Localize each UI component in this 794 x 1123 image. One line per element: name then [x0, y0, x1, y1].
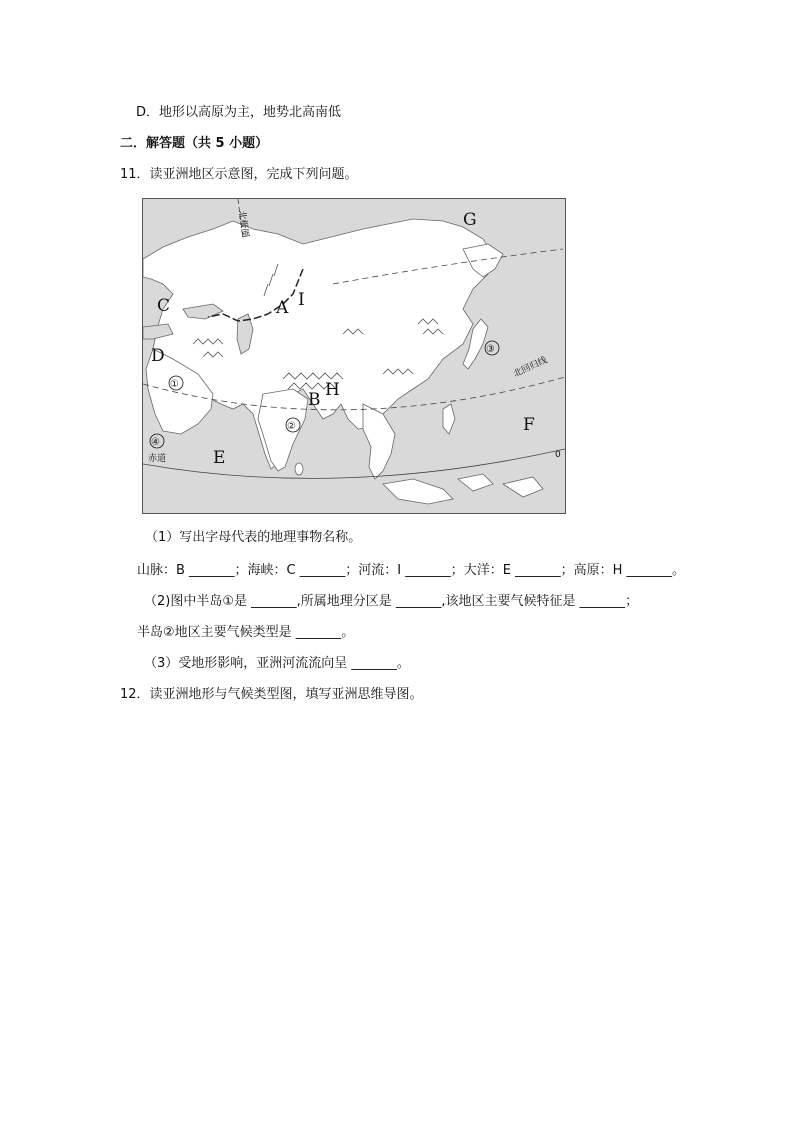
- question-12-stem: 12．读亚洲地形与气候类型图，填写亚洲思维导图。: [120, 687, 423, 702]
- label-G: G: [463, 210, 477, 230]
- label-D: D: [151, 346, 165, 366]
- label-B: B: [308, 390, 321, 410]
- label-circle-2: ②: [287, 421, 296, 432]
- asia-map: [142, 198, 566, 514]
- question-11-stem: 11．读亚洲地区示意图，完成下列问题。: [120, 167, 358, 182]
- label-circle-3: ③: [486, 344, 495, 355]
- part-3-line: （3）受地形影响，亚洲河流流向呈 _______。: [144, 656, 410, 671]
- part-2-line-1: （2)图中半岛①是 _______,所属地理分区是 _______,该地区主要气候特征是 _______；: [144, 594, 639, 609]
- philippines: [443, 404, 455, 434]
- label-F: F: [523, 415, 535, 435]
- indochina: [363, 404, 395, 479]
- asia-landmass: [143, 219, 493, 469]
- indian-peninsula: [258, 389, 308, 471]
- label-H: H: [325, 380, 340, 400]
- part-1-answers: 山脉：B _______；海峡：C _______；河流：I _______；大洋：E _______；高原：H _______。: [137, 563, 685, 578]
- section-title: 二．解答题（共 5 小题）: [120, 136, 269, 151]
- part-1-intro: （1）写出字母代表的地理事物名称。: [145, 530, 362, 545]
- label-circle-1: ①: [170, 379, 179, 390]
- arctic-circle-label: 北极圈: [236, 210, 250, 239]
- part-2-line-2: 半岛②地区主要气候类型是 _______。: [137, 625, 355, 640]
- tropic-of-cancer-label: 北回归线: [512, 355, 549, 380]
- label-A: A: [276, 298, 289, 318]
- equator-label: 赤道: [148, 454, 167, 464]
- zero-label: 0: [555, 450, 561, 460]
- option-d: D．地形以高原为主，地势北高南低: [136, 105, 342, 120]
- label-circle-4: ④: [151, 437, 160, 448]
- indonesia-islands: [383, 474, 543, 504]
- label-I: I: [298, 290, 305, 310]
- sri-lanka: [295, 463, 303, 475]
- label-E: E: [213, 448, 226, 468]
- label-C: C: [157, 296, 171, 316]
- equator-line: [143, 449, 565, 478]
